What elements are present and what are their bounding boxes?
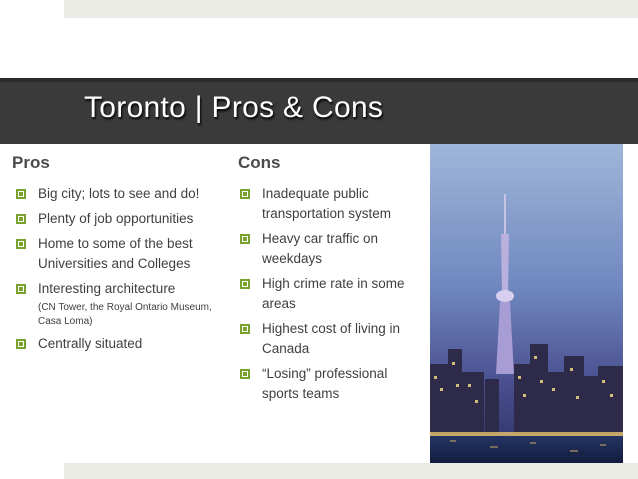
bullet-icon [240,279,250,289]
cons-list [238,184,422,404]
top-decor-strip [64,0,638,18]
bullet-icon [16,284,26,294]
toronto-skyline-photo [430,144,623,463]
cons-item [238,364,422,404]
pros-item [14,334,230,354]
cons-heading: Cons [238,153,281,172]
pros-list [14,184,230,354]
pros-item [14,184,230,204]
cons-item [238,184,422,224]
title-bar-accent [0,78,638,82]
slide-title: Toronto | Pros & Cons [84,91,384,124]
pros-heading: Pros [12,153,50,172]
pros-item-text: Interesting architecture [38,281,176,296]
bullet-icon [16,189,26,199]
pros-item [14,234,230,274]
cons-item-text: Highest cost of living in Canada [262,321,401,356]
bullet-icon [240,369,250,379]
bullet-icon [16,239,26,249]
bullet-icon [16,214,26,224]
pros-item-text: Home to some of the best Universities and Colleges [38,236,193,271]
cons-item [238,319,422,359]
cons-item-text: High crime rate in some areas [262,276,405,311]
cons-item [238,229,422,269]
pros-item-text: Big city; lots to see and do! [38,186,200,201]
cons-item-text: Heavy car traffic on weekdays [262,231,379,266]
bullet-icon [240,234,250,244]
pros-item [14,279,230,329]
cons-item [238,274,422,314]
cons-item-text: “Losing” professional sports teams [262,366,388,401]
bullet-icon [240,324,250,334]
pros-item-text: Plenty of job opportunities [38,211,194,226]
pros-item [14,209,230,229]
bullet-icon [240,189,250,199]
pros-item-subtext: (CN Tower, the Royal Ontario Museum, Casa Loma) [38,302,212,327]
bullet-icon [16,339,26,349]
bottom-decor-strip [64,463,638,479]
cons-item-text: Inadequate public transportation system [262,186,392,221]
pros-item-text: Centrally situated [38,336,143,351]
